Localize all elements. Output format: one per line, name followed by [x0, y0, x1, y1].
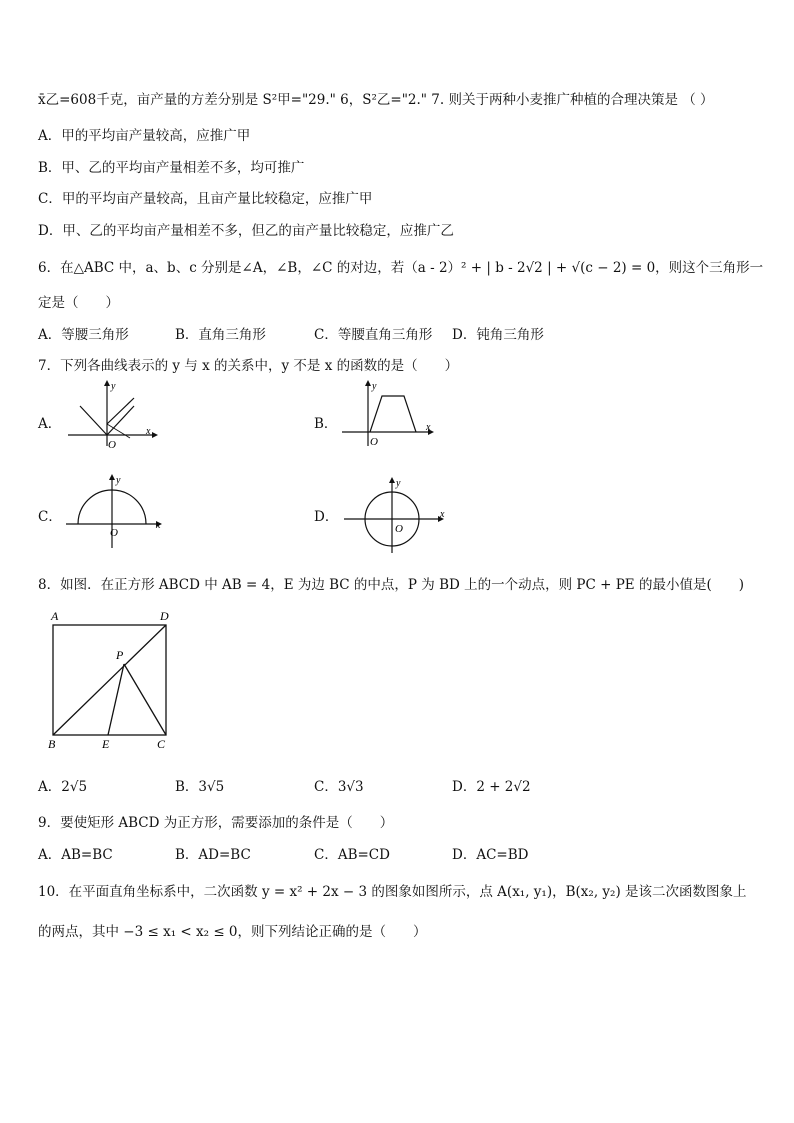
q7b-y-label: y	[372, 381, 377, 392]
q5-option-d: D．甲、乙的平均亩产量相差不多，但乙的亩产量比较稳定，应推广乙	[38, 223, 454, 239]
q8-point-a: A	[51, 609, 59, 623]
q8-point-p: P	[116, 648, 124, 662]
q7-graph-d	[342, 475, 450, 555]
q5-stem: x̄乙=608千克，亩产量的方差分别是 S²甲="29." 6，S²乙="2." 7. 则关于两种小麦推广种植的合理决策是 （ ）	[38, 92, 714, 108]
q7a-x-label: x	[146, 426, 151, 437]
q8-option-b: B．3√5	[175, 779, 225, 795]
q6-stem-line2: 定是（ ）	[38, 295, 119, 311]
q5-option-a: A．甲的平均亩产量较高，应推广甲	[38, 128, 251, 144]
q9-option-d: D．AC=BD	[452, 847, 529, 863]
q7-label-a: A．	[38, 416, 62, 432]
q7-label-d: D．	[314, 509, 339, 525]
q7-graph-b	[340, 378, 440, 448]
q7a-y-label: y	[111, 381, 116, 392]
q7d-origin-label: O	[395, 523, 403, 535]
q7-stem: 7．下列各曲线表示的 y 与 x 的关系中，y 不是 x 的函数的是（ ）	[38, 358, 459, 374]
q8-point-b: B	[48, 737, 56, 751]
q8-point-c: C	[157, 737, 166, 751]
q8-point-d: D	[160, 609, 169, 623]
q8-option-d: D．2 + 2√2	[452, 779, 531, 795]
q7a-origin-label: O	[108, 439, 116, 448]
q9-option-a: A．AB=BC	[38, 847, 113, 863]
q10-stem-line1: 10．在平面直角坐标系中，二次函数 y = x² + 2x − 3 的图象如图所示，点 A(x₁, y₁)，B(x₂, y₂) 是该二次函数图象上	[38, 884, 747, 900]
q7d-x-label: x	[440, 509, 445, 520]
q8-point-e: E	[102, 737, 110, 751]
q7c-x-label: x	[156, 520, 161, 531]
q7b-origin-label: O	[370, 436, 378, 448]
q7-label-c: C．	[38, 509, 62, 525]
q5-option-c: C．甲的平均亩产量较高，且亩产量比较稳定，应推广甲	[38, 191, 373, 207]
q7-graph-c	[64, 472, 168, 550]
q7-graph-a	[64, 378, 164, 448]
q10-stem-line2: 的两点，其中 −3 ≤ x₁ < x₂ ≤ 0，则下列结论正确的是（ ）	[38, 924, 427, 940]
q7-label-b: B．	[314, 416, 338, 432]
q8-option-a: A．2√5	[38, 779, 88, 795]
q7b-x-label: x	[426, 422, 431, 433]
q5-option-b: B．甲、乙的平均亩产量相差不多，均可推广	[38, 160, 305, 176]
q6-option-d: D．钝角三角形	[452, 327, 544, 343]
q9-stem: 9．要使矩形 ABCD 为正方形，需要添加的条件是（ ）	[38, 815, 394, 831]
q9-option-c: C．AB=CD	[314, 847, 390, 863]
q9-option-b: B．AD=BC	[175, 847, 251, 863]
q7c-y-label: y	[116, 475, 121, 486]
q6-stem-line1: 6．在△ABC 中，a、b、c 分别是∠A，∠B，∠C 的对边，若（a - 2）² + | b - 2√2 | + √(c − 2) = 0，则这个三角形一	[38, 260, 764, 276]
q8-square-figure	[42, 606, 182, 752]
q6-option-c: C．等腰直角三角形	[314, 327, 433, 343]
q8-stem: 8．如图．在正方形 ABCD 中 AB = 4，E 为边 BC 的中点，P 为 BD 上的一个动点，则 PC + PE 的最小值是( )	[38, 577, 744, 593]
q7c-origin-label: O	[110, 527, 118, 539]
q8-option-c: C．3√3	[314, 779, 364, 795]
q7d-y-label: y	[396, 478, 401, 489]
q6-option-a: A．等腰三角形	[38, 327, 129, 343]
q6-option-b: B．直角三角形	[175, 327, 266, 343]
